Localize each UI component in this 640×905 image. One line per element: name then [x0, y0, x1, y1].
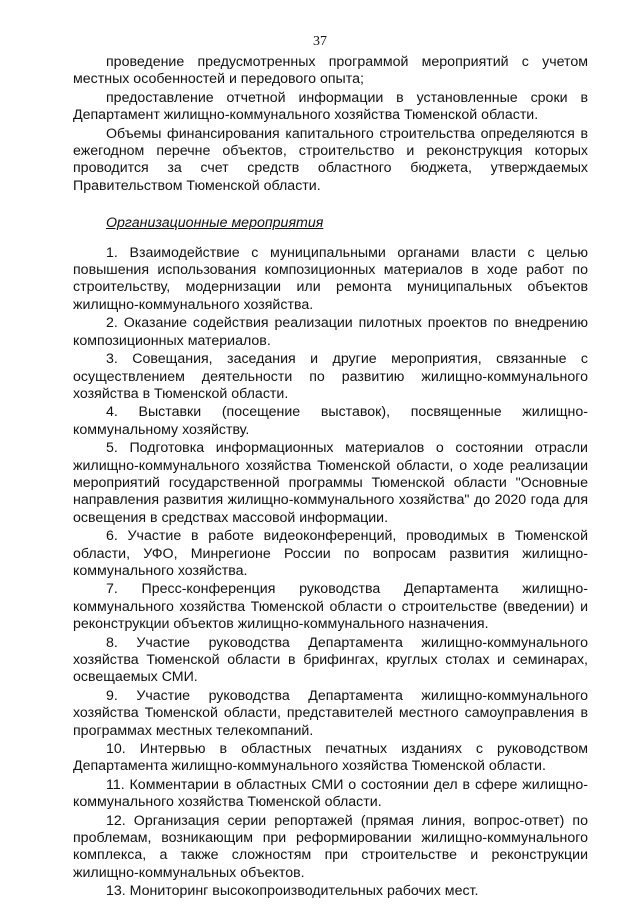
list-item: 10. Интервью в областных печатных изданиях с руководством Департамента жилищно-коммунального хозяйства Тюменской области.	[73, 741, 588, 775]
list-item: 11. Комментарии в областных СМИ о состоянии дел в сфере жилищно-коммунального хозяйства Тюменской области.	[73, 776, 588, 811]
page-number: 37	[313, 34, 327, 49]
intro-paragraph: проведение предусмотренных программой мероприятий с учетом местных особенностей и передового опыта;	[73, 54, 588, 88]
list-item: 8. Участие руководства Департамента жилищно-коммунального хозяйства Тюменской области в брифингах, круглых столах и семинарах, освещаемых СМИ.	[73, 634, 588, 686]
document-body	[73, 54, 588, 902]
intro-paragraph: предоставление отчетной информации в установленные сроки в Департамент жилищно-коммунального хозяйства Тюменской области.	[73, 89, 588, 124]
list-item: 12. Организация серии репортажей (прямая линия, вопрос-ответ) по проблемам, возникающим при реформировании жилищно-коммунального комплекса, а также сложностям при строительстве и реконструкции жилищно-коммунальных объектов.	[73, 812, 588, 881]
list-item: 4. Выставки (посещение выставок), посвященные жилищно-коммунальному хозяйству.	[73, 404, 588, 438]
section-heading: Организационные мероприятия	[106, 215, 324, 232]
list-item: 9. Участие руководства Департамента жилищно-коммунального хозяйства Тюменской области, представителей местного самоуправления в программах местных телекомпаний.	[73, 687, 588, 739]
list-item: 2. Оказание содействия реализации пилотных проектов по внедрению композиционных материалов.	[73, 315, 588, 349]
list-item: 13. Мониторинг высокопроизводительных рабочих мест.	[106, 883, 479, 900]
list-item: 5. Подготовка информационных материалов о состоянии отрасли жилищно-коммунального хозяйства Тюменской области, о ходе реализации мероприятий государственной программы Тюменской области "Основные направления развития жилищно-коммунального хозяйства" до 2020 года для освещения в средствах массовой информации.	[73, 440, 588, 526]
list-item: 1. Взаимодействие с муниципальными органами власти с целью повышения использования композиционных материалов в ходе работ по строительству, модернизации или ремонта муниципальных объектов жилищно-коммунального хозяйства.	[73, 244, 588, 313]
list-item: 6. Участие в работе видеоконференций, проводимых в Тюменской области, УФО, Минрегионе России по вопросам развития жилищно-коммунального хозяйства.	[73, 528, 588, 579]
intro-paragraph: Объемы финансирования капитального строительства определяются в ежегодном перечне объектов, строительство и реконструкция которых проводится за счет средств областного бюджета, утверждаемых Правительством Тюменской области.	[73, 125, 588, 194]
list-item: 3. Совещания, заседания и другие мероприятия, связанные с осуществлением деятельности по развитию жилищно-коммунального хозяйства в Тюменской области.	[73, 351, 588, 402]
list-item: 7. Пресс-конференция руководства Департамента жилищно-коммунального хозяйства Тюменской области о строительстве (введении) и реконструкции объектов жилищно-коммунального назначения.	[73, 581, 588, 633]
